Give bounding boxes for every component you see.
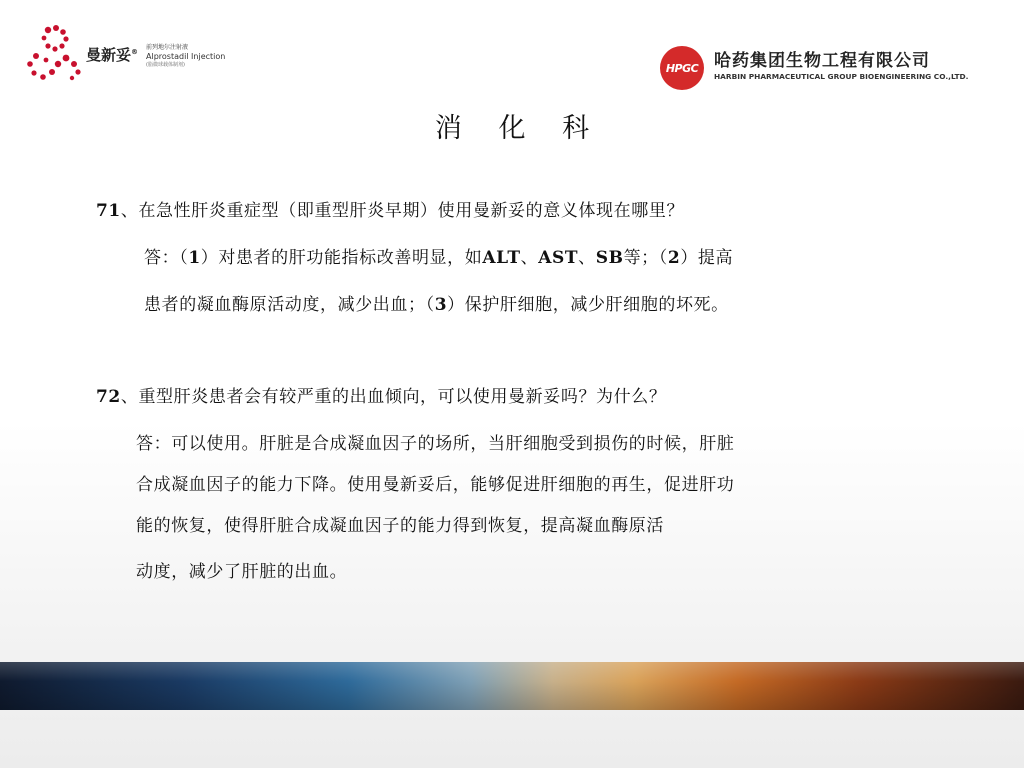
registered-mark: ®: [131, 48, 139, 56]
question-number: 71: [96, 201, 121, 221]
answer-71-line-1: 答：（1）对患者的肝功能指标改善明显，如ALT、AST、SB等；（2）提高: [144, 248, 734, 268]
hpgc-logo: [660, 44, 980, 92]
answer-72-line-4: 动度，减少了肝脏的出血。: [136, 562, 348, 582]
question-number: 72: [96, 387, 121, 407]
brand-name-cn: 曼新妥: [86, 46, 132, 64]
dots-logo-icon: [26, 22, 86, 84]
answer-72-line-1: 答：可以使用。肝脏是合成凝血因子的场所，当肝细胞受到损伤的时候，肝脏: [136, 434, 735, 454]
brand-name: [86, 44, 138, 65]
question-text: 、重型肝炎患者会有较严重的出血倾向，可以使用曼新妥吗？为什么？: [120, 387, 667, 407]
company-name-cn: 哈药集团生物工程有限公司: [714, 51, 930, 71]
company-name-en: HARBIN PHARMACEUTICAL GROUP BIOENGINEERING CO.,LTD.: [714, 72, 969, 81]
answer-71-line-2: 患者的凝血酶原活动度，减少出血；（3）保护肝细胞，减少肝细胞的坏死。: [144, 295, 729, 315]
manxintuo-logo: [26, 22, 226, 84]
hpgc-emblem-icon: HPGC: [660, 46, 704, 90]
answer-72-line-3: 能的恢复，使得肝脏合成凝血因子的能力得到恢复，提高凝血酶原活: [136, 516, 664, 536]
brand-sub-line1: 前列地尔注射液: [146, 44, 189, 51]
question-72: [96, 382, 666, 407]
page-title: 消 化 科: [434, 113, 604, 144]
answer-72-line-2: 合成凝血因子的能力下降。使用曼新妥后，能够促进肝细胞的再生，促进肝功: [136, 475, 735, 495]
question-text: 、在急性肝炎重症型（即重型肝炎早期）使用曼新妥的意义体现在哪里？: [120, 201, 685, 221]
brand-sub-line2: Alprostadil Injection: [146, 52, 226, 61]
decorative-band: [0, 662, 1024, 710]
brand-sub-line3: (脂微球载体制剂): [146, 62, 185, 68]
brand-subtitle: [146, 44, 256, 69]
question-71: [96, 196, 684, 221]
